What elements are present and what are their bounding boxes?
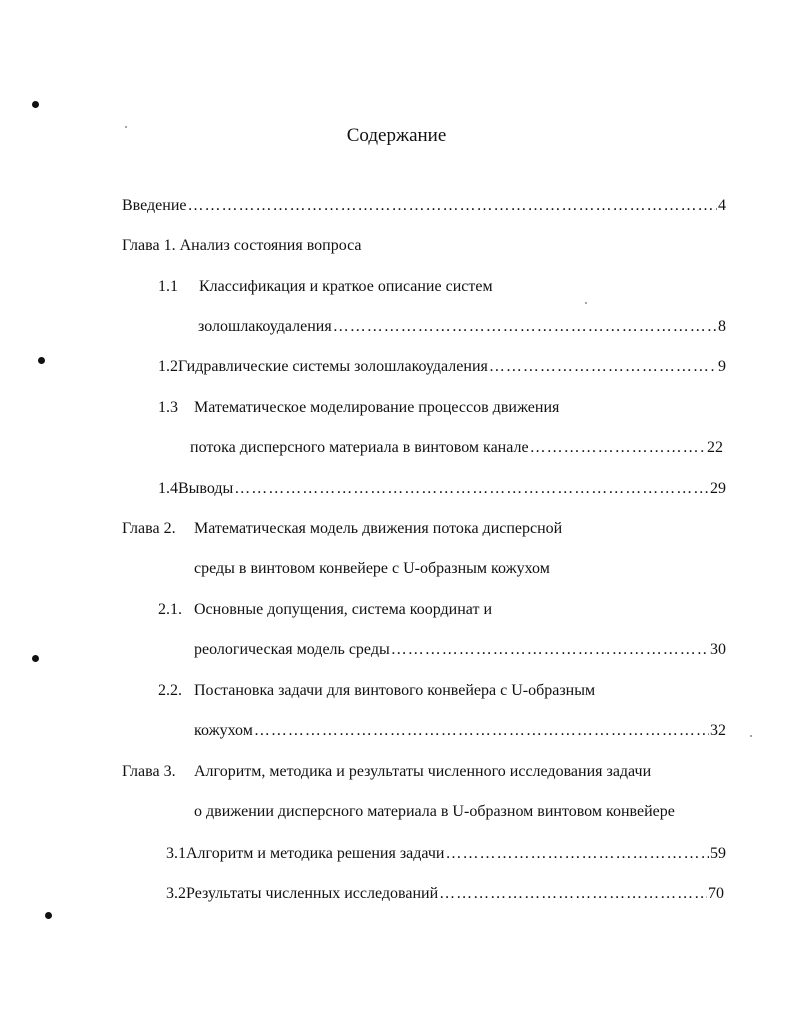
toc-entry-text: кожухом: [194, 722, 253, 739]
binder-hole-mark: [32, 101, 39, 108]
toc-entry-text: Алгоритм, методика и результаты численного исследования задачи: [194, 763, 652, 780]
section-number: 1.3: [158, 399, 178, 416]
leader-dots: [489, 356, 717, 378]
toc-entry-text: Результаты численных исследований: [186, 885, 439, 902]
section-number: 3.1: [166, 845, 186, 862]
toc-chapter-1[interactable]: Глава 1. Анализ состояния вопроса: [122, 237, 362, 254]
toc-page-number: 22: [707, 439, 723, 456]
toc-page-number: 70: [708, 885, 724, 902]
section-number: 1.1: [158, 278, 178, 295]
toc-entry-text: Математическая модель движения потока дисперсной: [194, 520, 563, 537]
toc-page-number: 8: [718, 318, 726, 335]
leader-dots: [391, 639, 709, 661]
toc-page-number: 32: [710, 722, 726, 739]
toc-entry-text: Математическое моделирование процессов движения: [194, 399, 560, 416]
toc-chapter-3-line2[interactable]: о движении дисперсного материала в U-образном винтовом конвейере: [194, 803, 675, 820]
toc-section-1-1-line2[interactable]: [198, 316, 726, 338]
toc-entry-text: Гидравлические системы золошлакоудаления: [178, 358, 488, 375]
toc-entry-text: потока дисперсного материала в винтовом канале: [190, 439, 529, 456]
toc-entry-text: Алгоритм и методика решения задачи: [186, 845, 445, 862]
toc-entry-text: реологическая модель среды: [194, 641, 390, 658]
leader-dots: [188, 195, 718, 217]
scan-speck: [750, 735, 752, 737]
toc-entry-text: Введение: [122, 197, 187, 214]
binder-hole-mark: [32, 655, 39, 662]
toc-section-3-2[interactable]: [166, 883, 724, 905]
toc-page-number: 59: [710, 845, 726, 862]
chapter-number: Глава 2.: [122, 520, 176, 537]
toc-entry-text: Основные допущения, система координат и: [194, 601, 493, 618]
scan-speck: [585, 302, 587, 304]
toc-entry-text: Классификация и краткое описание систем: [199, 278, 493, 295]
section-number: 1.2: [158, 358, 178, 375]
toc-section-1-3-line2[interactable]: [190, 437, 723, 459]
toc-section-2-2-line2[interactable]: [194, 720, 726, 742]
toc-section-2-1-line1[interactable]: [158, 599, 492, 621]
toc-section-2-2-line1[interactable]: [158, 680, 595, 702]
toc-chapter-2-line2[interactable]: среды в винтовом конвейере с U-образным кожухом: [194, 560, 550, 577]
binder-hole-mark: [45, 912, 52, 919]
section-number: 1.4: [158, 480, 178, 497]
section-number: 3.2: [166, 885, 186, 902]
leader-dots: [333, 316, 717, 338]
leader-dots: [254, 720, 709, 742]
toc-entry-intro[interactable]: [122, 195, 726, 217]
section-number: 2.2.: [158, 682, 182, 699]
toc-section-2-1-line2[interactable]: [194, 639, 726, 661]
toc-chapter-3-line1[interactable]: [122, 761, 651, 783]
toc-section-3-1[interactable]: [166, 843, 726, 865]
toc-page-number: 30: [710, 641, 726, 658]
toc-entry-text: Выводы: [178, 480, 234, 497]
leader-dots: [439, 883, 707, 905]
binder-hole-mark: [38, 357, 45, 364]
toc-section-1-2[interactable]: [158, 356, 726, 378]
page-title: Содержание: [346, 125, 447, 146]
toc-section-1-3-line1[interactable]: [158, 397, 559, 419]
toc-page-number: 9: [718, 358, 726, 375]
toc-section-1-1-line1[interactable]: [158, 276, 493, 298]
leader-dots: [234, 478, 709, 500]
chapter-number: Глава 3.: [122, 763, 176, 780]
toc-page-number: 4: [718, 197, 726, 214]
leader-dots: [445, 843, 709, 865]
toc-entry-text: золошлакоудаления: [198, 318, 332, 335]
section-number: 2.1.: [158, 601, 182, 618]
toc-page-number: 29: [710, 480, 726, 497]
toc-chapter-2-line1[interactable]: [122, 518, 562, 540]
toc-section-1-4[interactable]: [158, 478, 726, 500]
leader-dots: [530, 437, 706, 459]
toc-entry-text: Постановка задачи для винтового конвейера с U-образным: [194, 682, 596, 699]
